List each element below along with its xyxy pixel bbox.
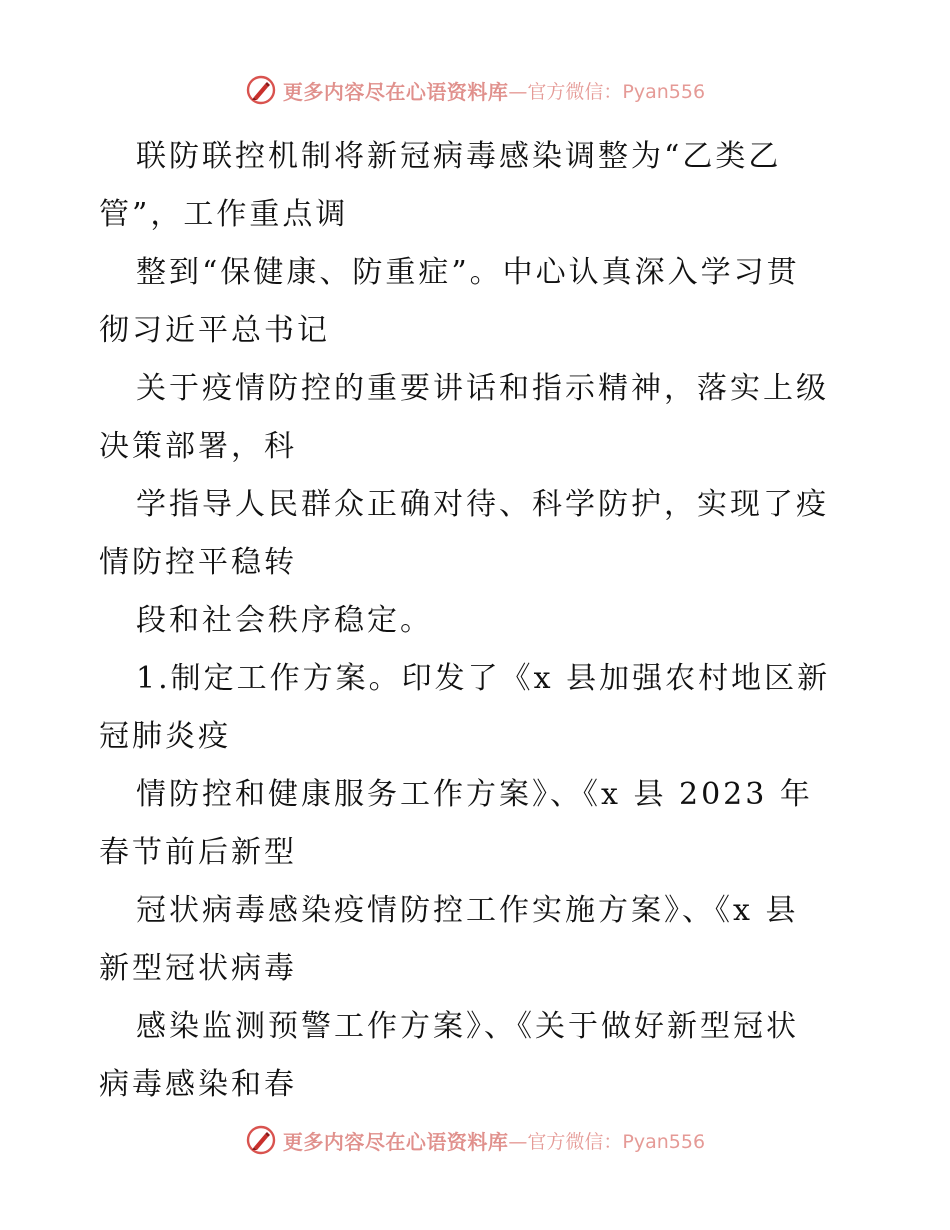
text-line: 情防控平稳转 bbox=[99, 545, 297, 580]
text-line: 学指导人民群众正确对待、科学防护，实现了疫 bbox=[136, 487, 829, 522]
text-line: 春节前后新型 bbox=[99, 835, 297, 870]
pen-seal-logo-icon bbox=[245, 1124, 277, 1156]
text-line: 段和社会秩序稳定。 bbox=[136, 603, 433, 638]
text-line: 病毒感染和春 bbox=[99, 1067, 297, 1102]
watermark-sub-text: —官方微信：Pyan556 bbox=[508, 1130, 706, 1153]
text-line: 冠状病毒感染疫情防控工作实施方案》、《x 县 bbox=[136, 893, 799, 928]
header-watermark bbox=[0, 70, 950, 110]
text-line: 整到“保健康、防重症”。中心认真深入学习贯 bbox=[136, 255, 800, 290]
pen-seal-logo-icon bbox=[245, 74, 277, 106]
text-line: 新型冠状病毒 bbox=[99, 951, 297, 986]
watermark-sub-text: —官方微信：Pyan556 bbox=[508, 80, 706, 103]
text-line: 感染监测预警工作方案》、《关于做好新型冠状 bbox=[136, 1009, 799, 1044]
text-line: 联防联控机制将新冠病毒感染调整为“乙类乙 bbox=[136, 139, 782, 174]
text-line: 决策部署，科 bbox=[99, 429, 297, 464]
text-line: 冠肺炎疫 bbox=[99, 719, 231, 754]
watermark-main-text: 更多内容尽在心语资料库 bbox=[282, 79, 509, 104]
text-line: 关于疫情防控的重要讲话和指示精神，落实上级 bbox=[136, 371, 829, 406]
document-body bbox=[99, 128, 859, 1114]
text-line: 1.制定工作方案。印发了《x 县加强农村地区新 bbox=[136, 661, 831, 696]
watermark-main-text: 更多内容尽在心语资料库 bbox=[282, 1129, 509, 1154]
text-line: 情防控和健康服务工作方案》、《x 县 2023 年 bbox=[136, 777, 813, 812]
text-line: 管”，工作重点调 bbox=[99, 197, 349, 232]
footer-watermark bbox=[0, 1120, 950, 1160]
text-line: 彻习近平总书记 bbox=[99, 313, 330, 348]
